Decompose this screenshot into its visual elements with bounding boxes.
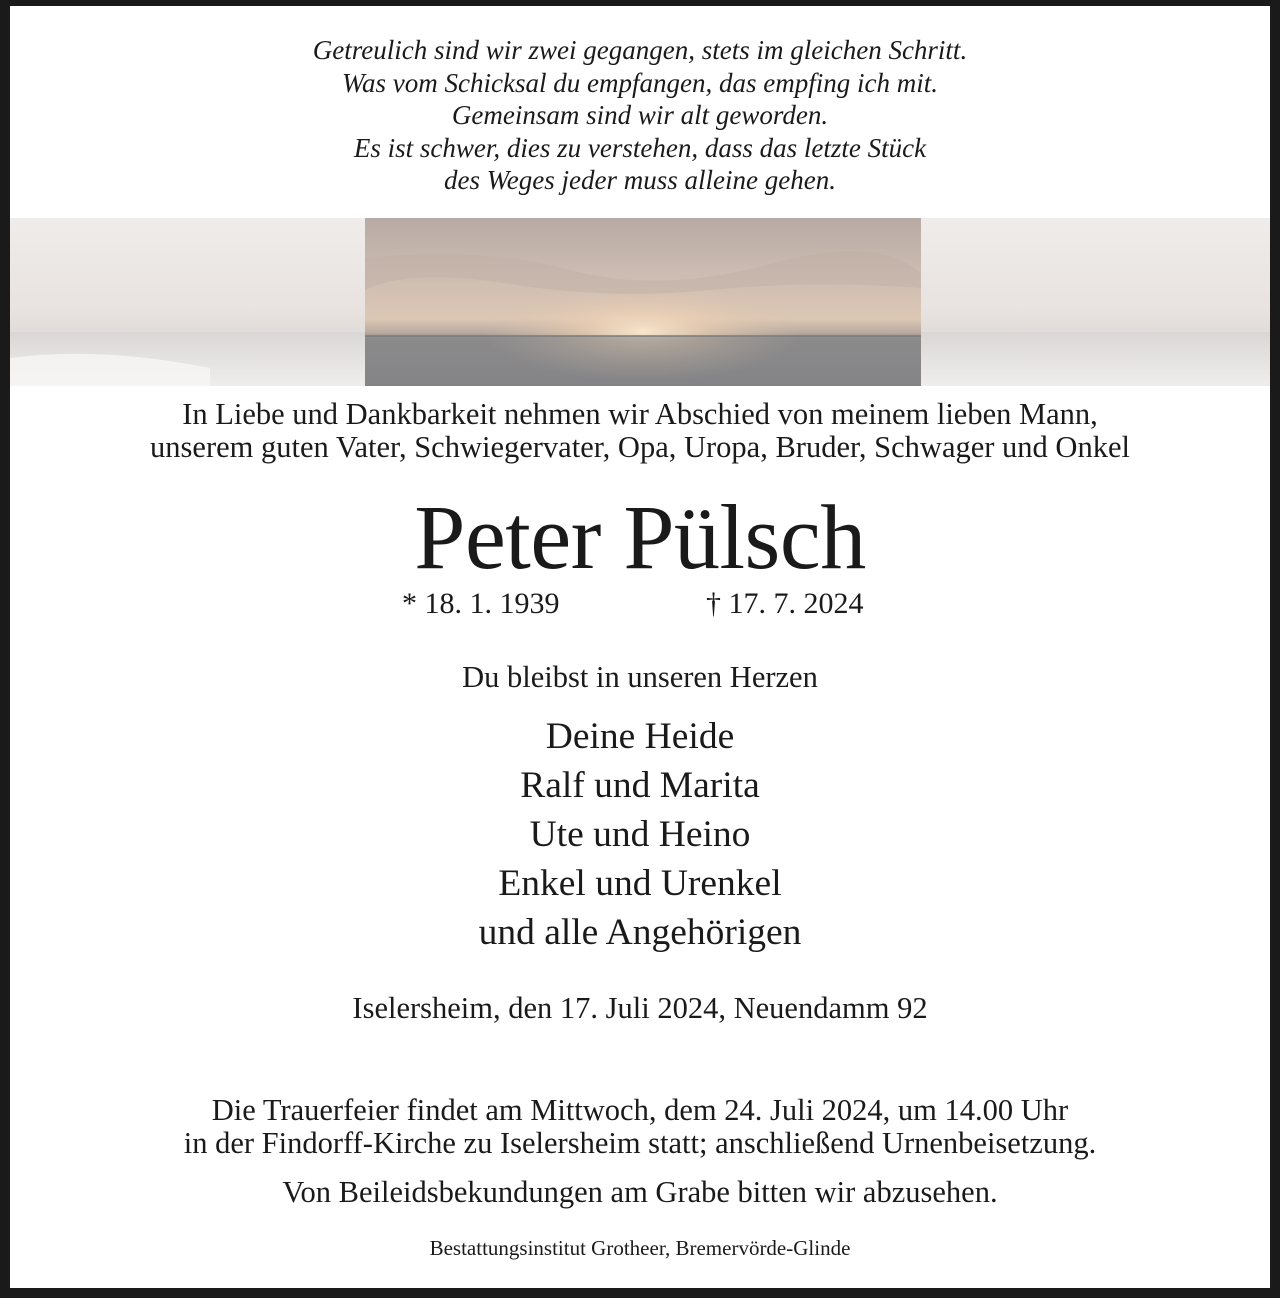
remembrance-motto: Du bleibst in unseren Herzen	[462, 660, 818, 694]
poem-verse	[10, 34, 1270, 197]
sunset-sea-illustration	[10, 218, 1270, 386]
intro-line: In Liebe und Dankbarkeit nehmen wir Abschied von meinem lieben Mann,	[182, 397, 1098, 431]
farewell-intro	[10, 398, 1270, 464]
poem-line: Getreulich sind wir zwei gegangen, stets im gleichen Schritt.	[312, 35, 968, 65]
poem-line: Es ist schwer, dies zu verstehen, dass das letzte Stück	[353, 132, 927, 163]
service-line: Die Trauerfeier findet am Mittwoch, dem 24. Juli 2024, um 14.00 Uhr	[211, 1093, 1069, 1127]
place-and-date: Iselersheim, den 17. Juli 2024, Neuendamm 92	[352, 991, 928, 1025]
funeral-service-info	[10, 1094, 1270, 1160]
life-dates	[10, 584, 1270, 624]
mourner-line: Deine Heide	[545, 716, 735, 757]
birth-date: * 18. 1. 1939	[402, 587, 560, 620]
mourner-line: und alle Angehörigen	[478, 912, 802, 953]
death-date: † 17. 7. 2024	[706, 587, 864, 620]
service-line: in der Findorff-Kirche zu Iselersheim statt; anschließend Urnenbeisetzung.	[183, 1126, 1097, 1160]
mourner-line: Ralf und Marita	[520, 765, 760, 806]
undertaker-credit: Bestattungsinstitut Grotheer, Bremervörde-Glinde	[429, 1236, 851, 1260]
sunset-sea-image	[10, 218, 1270, 386]
intro-line: unserem guten Vater, Schwiegervater, Opa, Uropa, Bruder, Schwager und Onkel	[150, 430, 1130, 464]
poem-line: des Weges jeder muss alleine gehen.	[444, 165, 836, 195]
poem-line: Was vom Schicksal du empfangen, das empfing ich mit.	[342, 67, 938, 98]
condolence-note: Von Beileidsbekundungen am Grabe bitten wir abzusehen.	[282, 1175, 998, 1209]
center-sea	[365, 336, 921, 386]
deceased-name: Peter Pülsch	[414, 486, 866, 588]
mourner-line: Ute und Heino	[529, 814, 751, 855]
mourners-list	[10, 712, 1270, 957]
mourner-line: Enkel und Urenkel	[498, 863, 782, 904]
poem-line: Gemeinsam sind wir alt geworden.	[451, 100, 829, 130]
